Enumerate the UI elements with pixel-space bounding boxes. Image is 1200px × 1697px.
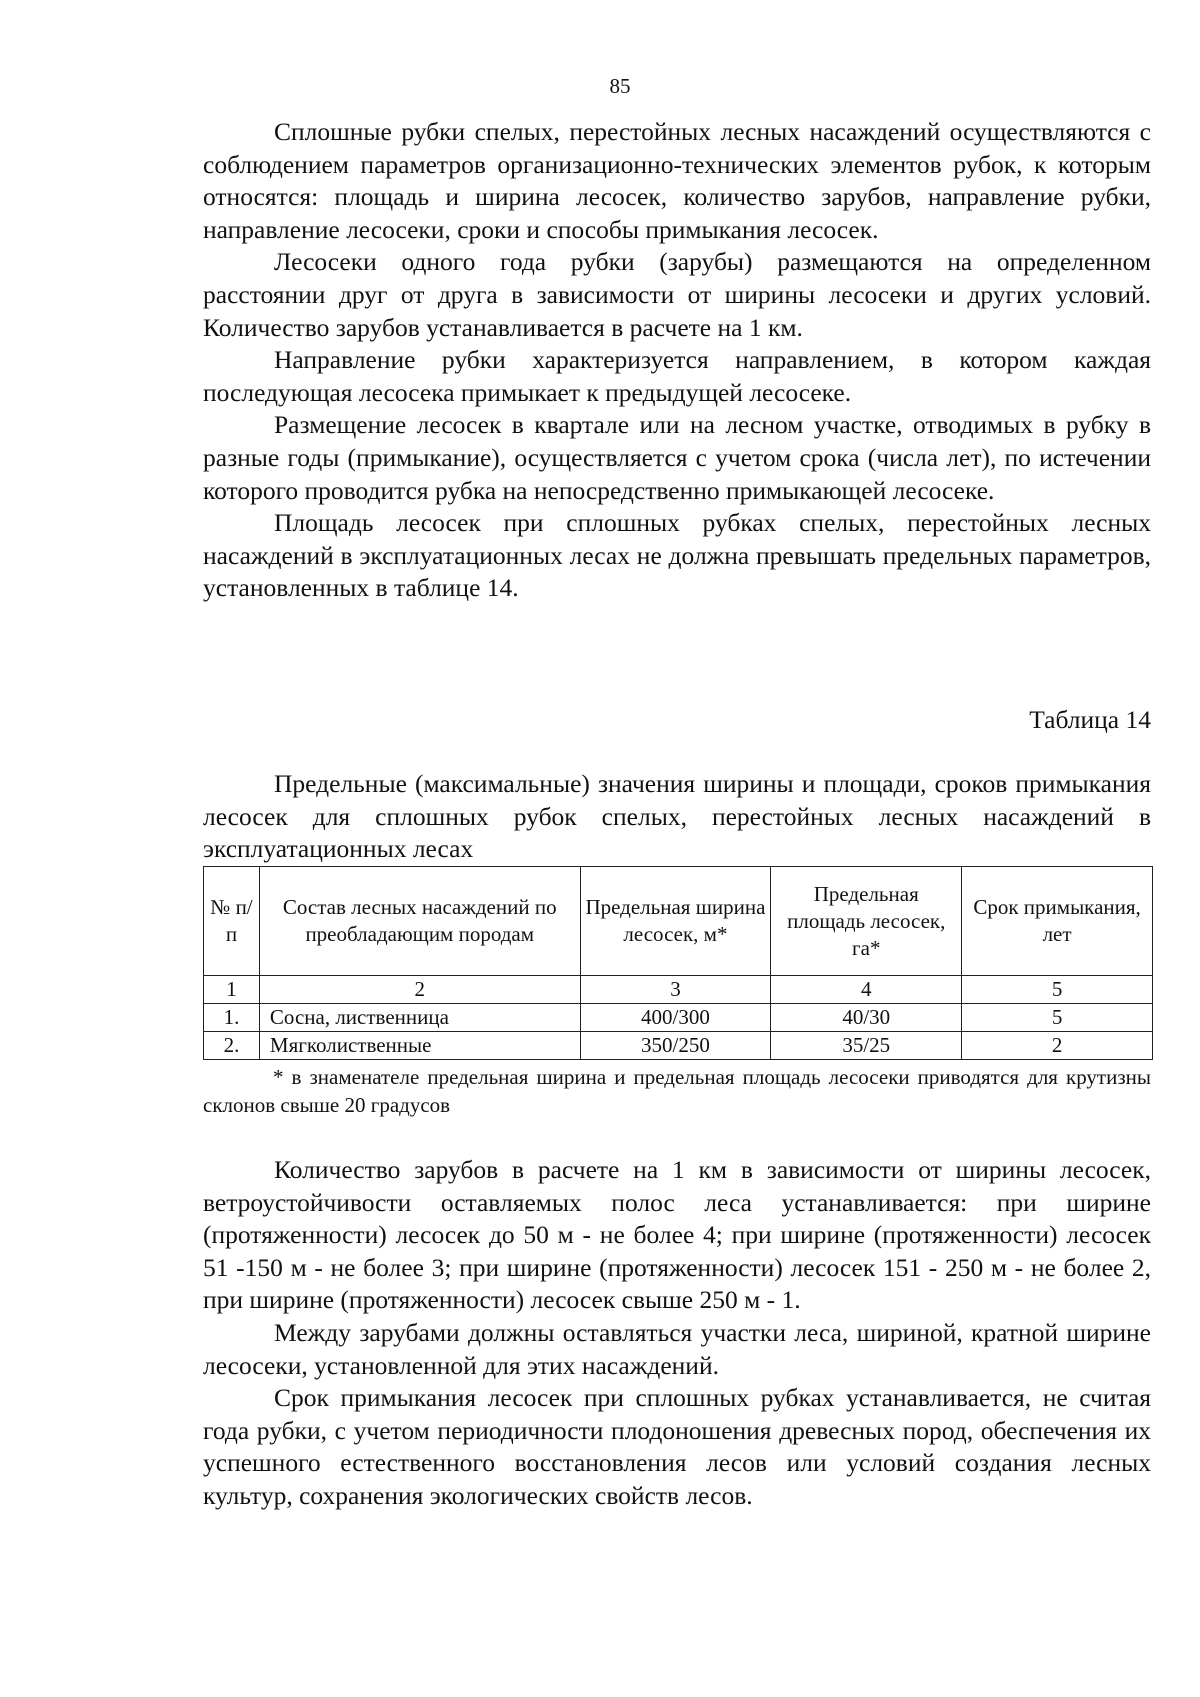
header-max-width: Предельная ширина лесосек, м* bbox=[580, 867, 771, 976]
table-cell: 1 bbox=[204, 976, 260, 1004]
table-label: Таблица 14 bbox=[1029, 705, 1151, 734]
table-cell: 2 bbox=[962, 1032, 1153, 1060]
table-cell: 2 bbox=[259, 976, 580, 1004]
header-max-area: Предельная площадь лесосек, га* bbox=[771, 867, 962, 976]
table-header-row bbox=[204, 867, 1153, 976]
paragraph: Срок примыкания лесосек при сплошных рубках устанавливается, не считая года рубки, с учетом периодичности плодоношения древесных пород, обеспечения их успешного естественного восстановления лесов или условий создания лесных культур, сохранения экологических свойств лесов. bbox=[203, 1383, 1151, 1510]
table-cell: Сосна, лиственница bbox=[259, 1004, 580, 1032]
header-composition: Состав лесных насаждений по преобладающим породам bbox=[259, 867, 580, 976]
paragraph: Площадь лесосек при сплошных рубках спелых, перестойных лесных насаждений в эксплуатационных лесах не должна превышать предельных параметров, установленных в таблице 14. bbox=[203, 508, 1151, 603]
header-adjacency-period: Срок примыкания, лет bbox=[962, 867, 1153, 976]
page-number: 85 bbox=[609, 74, 631, 98]
table-row bbox=[204, 1032, 1153, 1060]
table-cell: 350/250 bbox=[580, 1032, 771, 1060]
table-cell: 2. bbox=[204, 1032, 260, 1060]
table-cell: 1. bbox=[204, 1004, 260, 1032]
body-text-top bbox=[203, 116, 1151, 605]
paragraph: Между зарубами должны оставляться участки леса, шириной, кратной ширине лесосеки, установленной для этих насаждений. bbox=[203, 1317, 1151, 1380]
table-cell: 40/30 bbox=[771, 1004, 962, 1032]
table-cell: Мягколиственные bbox=[259, 1032, 580, 1060]
paragraph: Размещение лесосек в квартале или на лесном участке, отводимых в рубку в разные годы (примыкание), осуществляется с учетом срока (числа лет), по истечении которого проводится рубка на непосредственно примыкающей лесосеке. bbox=[203, 410, 1151, 505]
table-cell: 35/25 bbox=[771, 1032, 962, 1060]
paragraph: Сплошные рубки спелых, перестойных лесных насаждений осуществляются с соблюдением параметров организационно-технических элементов рубок, к которым относятся: площадь и ширина лесосек, количество зарубов, направление рубки, направление лесосеки, сроки и способы примыкания лесосек. bbox=[203, 117, 1151, 244]
table-cell: 4 bbox=[771, 976, 962, 1004]
paragraph: Количество зарубов в расчете на 1 км в зависимости от ширины лесосек, ветроустойчивости оставляемых полос леса устанавливается: при ширине (протяженности) лесосек до 50 м - не более 4; при ширине (протяженности) лесосек 51 -150 м - не более 3; при ширине (протяженности) лесосек 151 - 250 м - не более 2, при ширине (протяженности) лесосек свыше 250 м - 1. bbox=[203, 1155, 1151, 1315]
body-text-bottom bbox=[203, 1154, 1151, 1513]
table-cell: 5 bbox=[962, 976, 1153, 1004]
header-number: № п/п bbox=[204, 867, 260, 976]
table-title: Предельные (максимальные) значения ширины и площади, сроков примыкания лесосек для сплошных рубок спелых, перестойных лесных насаждений в эксплуатационных лесах bbox=[203, 769, 1151, 864]
paragraph: Направление рубки характеризуется направлением, в котором каждая последующая лесосека примыкает к предыдущей лесосеке. bbox=[203, 345, 1151, 407]
paragraph: Лесосеки одного года рубки (зарубы) размещаются на определенном расстоянии друг от друга в зависимости от ширины лесосеки и других условий. Количество зарубов устанавливается в расчете на 1 км. bbox=[203, 247, 1151, 342]
table-column-numbers-row bbox=[204, 976, 1153, 1004]
table-row bbox=[204, 1004, 1153, 1032]
table-cell: 5 bbox=[962, 1004, 1153, 1032]
table-footnote: * в знаменателе предельная ширина и предельная площадь лесосеки приводятся для крутизны склонов свыше 20 градусов bbox=[203, 1065, 1151, 1117]
table-cell: 3 bbox=[580, 976, 771, 1004]
table-cell: 400/300 bbox=[580, 1004, 771, 1032]
limits-table bbox=[203, 866, 1153, 1060]
